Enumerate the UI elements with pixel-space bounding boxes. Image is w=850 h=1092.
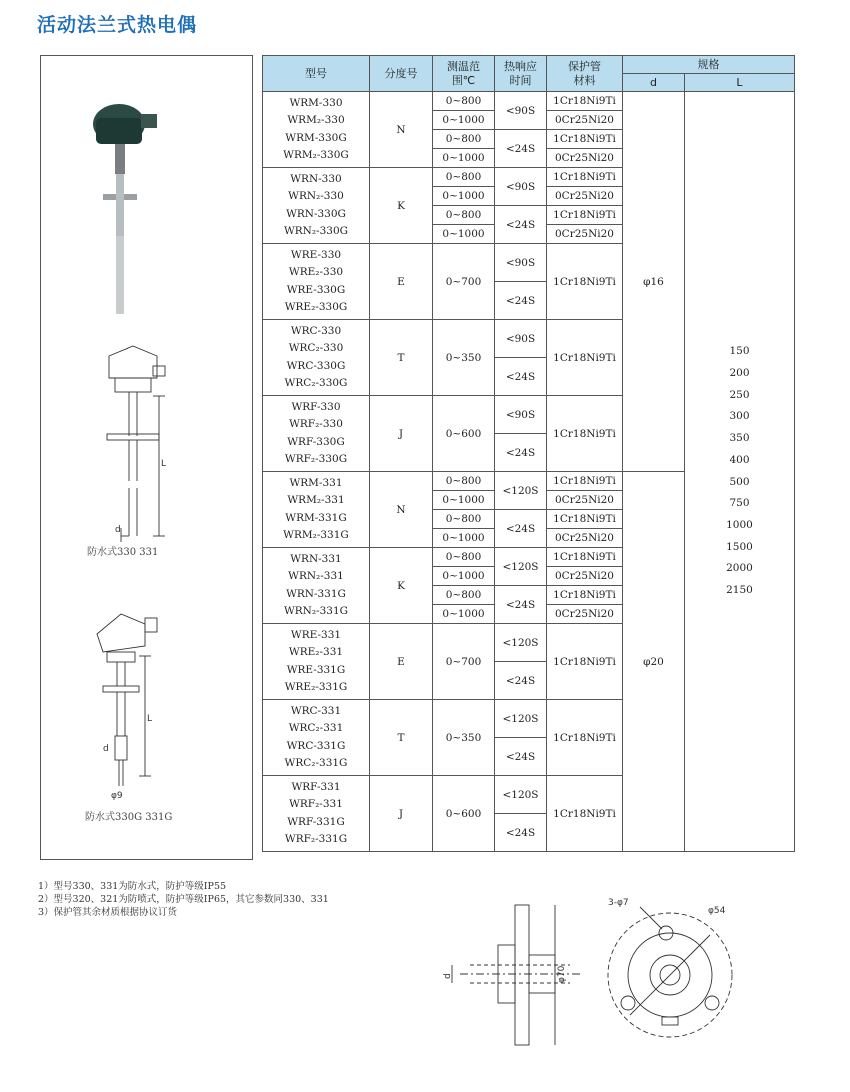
drawing2-d-label: d	[103, 744, 109, 754]
response-cell: <24S	[495, 434, 547, 472]
L-value: 1000	[726, 518, 753, 531]
model-name: WRF₂-331	[289, 798, 343, 810]
range-cell: 0~1000	[433, 225, 495, 244]
L-value: 300	[729, 410, 750, 423]
L-value: 200	[729, 366, 750, 379]
model-name: WRN-330G	[286, 207, 346, 220]
range-cell: 0~1000	[433, 605, 495, 624]
model-name: WRN₂-331G	[283, 605, 349, 617]
grade-cell: J	[370, 776, 433, 852]
model-name: WRM₂-331	[287, 494, 345, 506]
drawing2-phi9-label: φ9	[111, 791, 123, 801]
L-value: 250	[729, 388, 750, 401]
model-name: WRF-331	[291, 780, 341, 793]
tube-cell: 1Cr18Ni9Ti	[547, 396, 623, 472]
model-name: WRE₂-331G	[284, 681, 348, 693]
tube-cell: 1Cr18Ni9Ti	[547, 700, 623, 776]
range-cell: 0~1000	[433, 491, 495, 510]
range-cell: 0~800	[433, 586, 495, 605]
d-cell: φ16	[623, 92, 685, 472]
range-cell: 0~600	[433, 776, 495, 852]
model-cell	[263, 168, 370, 244]
flange-phi70-label: φ70	[557, 965, 567, 983]
note-2: 2）型号320、321为防喷式，防护等级IP65，其它参数同330、331	[38, 894, 329, 905]
model-name: WRE₂-330G	[284, 301, 348, 313]
header-d: d	[623, 74, 685, 92]
response-cell: <24S	[495, 662, 547, 700]
model-name: WRM₂-330	[287, 114, 345, 126]
flange-phi54-label: φ54	[708, 906, 726, 916]
model-name: WRN-331	[290, 552, 342, 565]
model-name: WRN₂-330G	[283, 225, 349, 237]
range-cell: 0~1000	[433, 111, 495, 130]
response-cell: <120S	[495, 472, 547, 510]
spec-table	[262, 55, 795, 852]
response-cell: <90S	[495, 320, 547, 358]
model-cell	[263, 776, 370, 852]
note-1: 1）型号330、331为防水式，防护等级IP55	[38, 881, 227, 892]
drawing2-L-label: L	[147, 714, 153, 724]
L-value: 2000	[726, 562, 753, 575]
tube-cell: 1Cr18Ni9Ti	[547, 320, 623, 396]
response-cell: <120S	[495, 548, 547, 586]
range-cell: 0~700	[433, 624, 495, 700]
L-value: 150	[729, 345, 750, 358]
L-cell	[685, 92, 795, 852]
header-spec: 规格	[623, 56, 795, 74]
L-value: 2150	[726, 584, 753, 597]
thermocouple-illustrations	[41, 56, 252, 859]
grade-cell: J	[370, 396, 433, 472]
range-cell: 0~1000	[433, 529, 495, 548]
grade-cell: T	[370, 700, 433, 776]
tube-cell: 1Cr18Ni9Ti	[547, 244, 623, 320]
range-cell: 0~700	[433, 244, 495, 320]
flange-drawing	[440, 885, 780, 1065]
model-name: WRM-331G	[285, 511, 347, 524]
tube-cell: 0Cr25Ni20	[547, 605, 623, 624]
model-cell	[263, 320, 370, 396]
flange-side-plate	[515, 905, 529, 1045]
tube-cell: 1Cr18Ni9Ti	[547, 510, 623, 529]
drawing-330G-331G	[97, 614, 157, 786]
response-cell: <24S	[495, 206, 547, 244]
drawing-330-331	[107, 346, 165, 542]
notes	[38, 880, 329, 919]
range-cell: 0~1000	[433, 149, 495, 168]
range-cell: 0~350	[433, 320, 495, 396]
tube-cell: 1Cr18Ni9Ti	[547, 776, 623, 852]
model-name: WRE-331G	[286, 663, 346, 676]
model-cell	[263, 472, 370, 548]
tube-cell: 1Cr18Ni9Ti	[547, 168, 623, 187]
tube-cell: 1Cr18Ni9Ti	[547, 206, 623, 225]
response-cell: <120S	[495, 776, 547, 814]
tube-cell: 1Cr18Ni9Ti	[547, 624, 623, 700]
grade-cell: N	[370, 472, 433, 548]
tube-cell: 0Cr25Ni20	[547, 491, 623, 510]
model-name: WRE-330G	[286, 283, 346, 296]
L-value: 350	[729, 432, 750, 445]
model-cell	[263, 700, 370, 776]
model-name: WRE-330	[290, 248, 342, 261]
model-cell	[263, 624, 370, 700]
range-cell: 0~1000	[433, 187, 495, 206]
tube-cell: 0Cr25Ni20	[547, 187, 623, 206]
L-value: 400	[729, 453, 750, 466]
response-cell: <120S	[495, 624, 547, 662]
tube-cell: 0Cr25Ni20	[547, 225, 623, 244]
drawing1-d-label: d	[115, 525, 121, 535]
model-name: WRE-331	[290, 628, 342, 641]
model-name: WRC₂-330	[288, 342, 344, 354]
range-cell: 0~350	[433, 700, 495, 776]
model-name: WRF-330	[291, 400, 341, 413]
grade-cell: E	[370, 624, 433, 700]
tube-cell: 1Cr18Ni9Ti	[547, 586, 623, 605]
model-name: WRM-330G	[285, 131, 347, 144]
range-cell: 0~800	[433, 168, 495, 187]
model-name: WRE₂-330	[288, 266, 344, 278]
grade-cell: T	[370, 320, 433, 396]
header-response: 热响应时间	[495, 56, 547, 92]
bolt-hole-left	[621, 996, 635, 1010]
response-cell: <24S	[495, 282, 547, 320]
header-grade: 分度号	[370, 56, 433, 92]
response-cell: <90S	[495, 244, 547, 282]
response-cell: <24S	[495, 814, 547, 852]
bolt-hole-right	[705, 996, 719, 1010]
range-cell: 0~800	[433, 548, 495, 567]
model-name: WRC-331	[290, 704, 342, 717]
model-name: WRF₂-331G	[284, 833, 348, 845]
tube-cell: 0Cr25Ni20	[547, 111, 623, 130]
flange-holes-label: 3-φ7	[608, 898, 629, 908]
model-name: WRC-330	[290, 324, 342, 337]
model-name: WRE₂-331	[288, 646, 344, 658]
tube-cell: 0Cr25Ni20	[547, 149, 623, 168]
response-cell: <90S	[495, 92, 547, 130]
grade-cell: N	[370, 92, 433, 168]
table-row	[263, 92, 795, 111]
model-cell	[263, 92, 370, 168]
range-cell: 0~600	[433, 396, 495, 472]
tube-cell: 1Cr18Ni9Ti	[547, 548, 623, 567]
model-cell	[263, 396, 370, 472]
L-value: 500	[729, 475, 750, 488]
range-cell: 0~800	[433, 92, 495, 111]
model-name: WRN₂-330	[288, 190, 344, 202]
model-name: WRF-330G	[287, 435, 345, 448]
tube-cell: 1Cr18Ni9Ti	[547, 130, 623, 149]
d-cell: φ20	[623, 472, 685, 852]
tube-cell: 1Cr18Ni9Ti	[547, 472, 623, 491]
model-name: WRC-330G	[286, 359, 346, 372]
L-value: 1500	[726, 540, 753, 553]
product-photo	[93, 104, 157, 314]
model-name: WRC-331G	[286, 739, 346, 752]
range-cell: 0~800	[433, 472, 495, 491]
model-name: WRC₂-331G	[284, 757, 348, 769]
response-cell: <24S	[495, 586, 547, 624]
range-cell: 0~800	[433, 130, 495, 149]
header-L: L	[685, 74, 795, 92]
model-name: WRM₂-330G	[283, 149, 349, 161]
page-title: 活动法兰式热电偶	[37, 14, 198, 36]
tube-cell: 1Cr18Ni9Ti	[547, 92, 623, 111]
response-cell: <24S	[495, 738, 547, 776]
model-name: WRN-330	[290, 172, 342, 185]
model-name: WRN-331G	[286, 587, 346, 600]
model-name: WRF₂-330G	[284, 453, 348, 465]
grade-cell: K	[370, 168, 433, 244]
L-value: 750	[729, 497, 750, 510]
response-cell: <24S	[495, 510, 547, 548]
header-model: 型号	[263, 56, 370, 92]
tube-cell: 0Cr25Ni20	[547, 567, 623, 586]
model-name: WRF₂-330	[289, 418, 343, 430]
range-cell: 0~800	[433, 206, 495, 225]
model-name: WRM₂-331G	[283, 529, 349, 541]
flange-d-label: d	[443, 973, 453, 979]
model-name: WRM-330	[289, 96, 343, 109]
range-cell: 0~1000	[433, 567, 495, 586]
model-cell	[263, 548, 370, 624]
drawing1-L-label: L	[161, 459, 167, 469]
figure2-caption: 防水式330G 331G	[85, 812, 173, 823]
response-cell: <24S	[495, 130, 547, 168]
model-name: WRN₂-331	[288, 570, 344, 582]
header-tube: 保护管材料	[547, 56, 623, 92]
model-name: WRC₂-330G	[284, 377, 348, 389]
figure1-caption: 防水式330 331	[87, 547, 159, 558]
model-cell	[263, 244, 370, 320]
range-cell: 0~800	[433, 510, 495, 529]
grade-cell: E	[370, 244, 433, 320]
model-name: WRM-331	[289, 476, 343, 489]
response-cell: <120S	[495, 700, 547, 738]
response-cell: <90S	[495, 168, 547, 206]
response-cell: <24S	[495, 358, 547, 396]
header-range: 测温范围℃	[433, 56, 495, 92]
model-name: WRC₂-331	[288, 722, 344, 734]
note-3: 3）保护管其余材质根据协议订货	[38, 907, 178, 918]
model-name: WRF-331G	[287, 815, 345, 828]
product-figure-panel	[40, 55, 253, 860]
grade-cell: K	[370, 548, 433, 624]
tube-cell: 0Cr25Ni20	[547, 529, 623, 548]
response-cell: <90S	[495, 396, 547, 434]
